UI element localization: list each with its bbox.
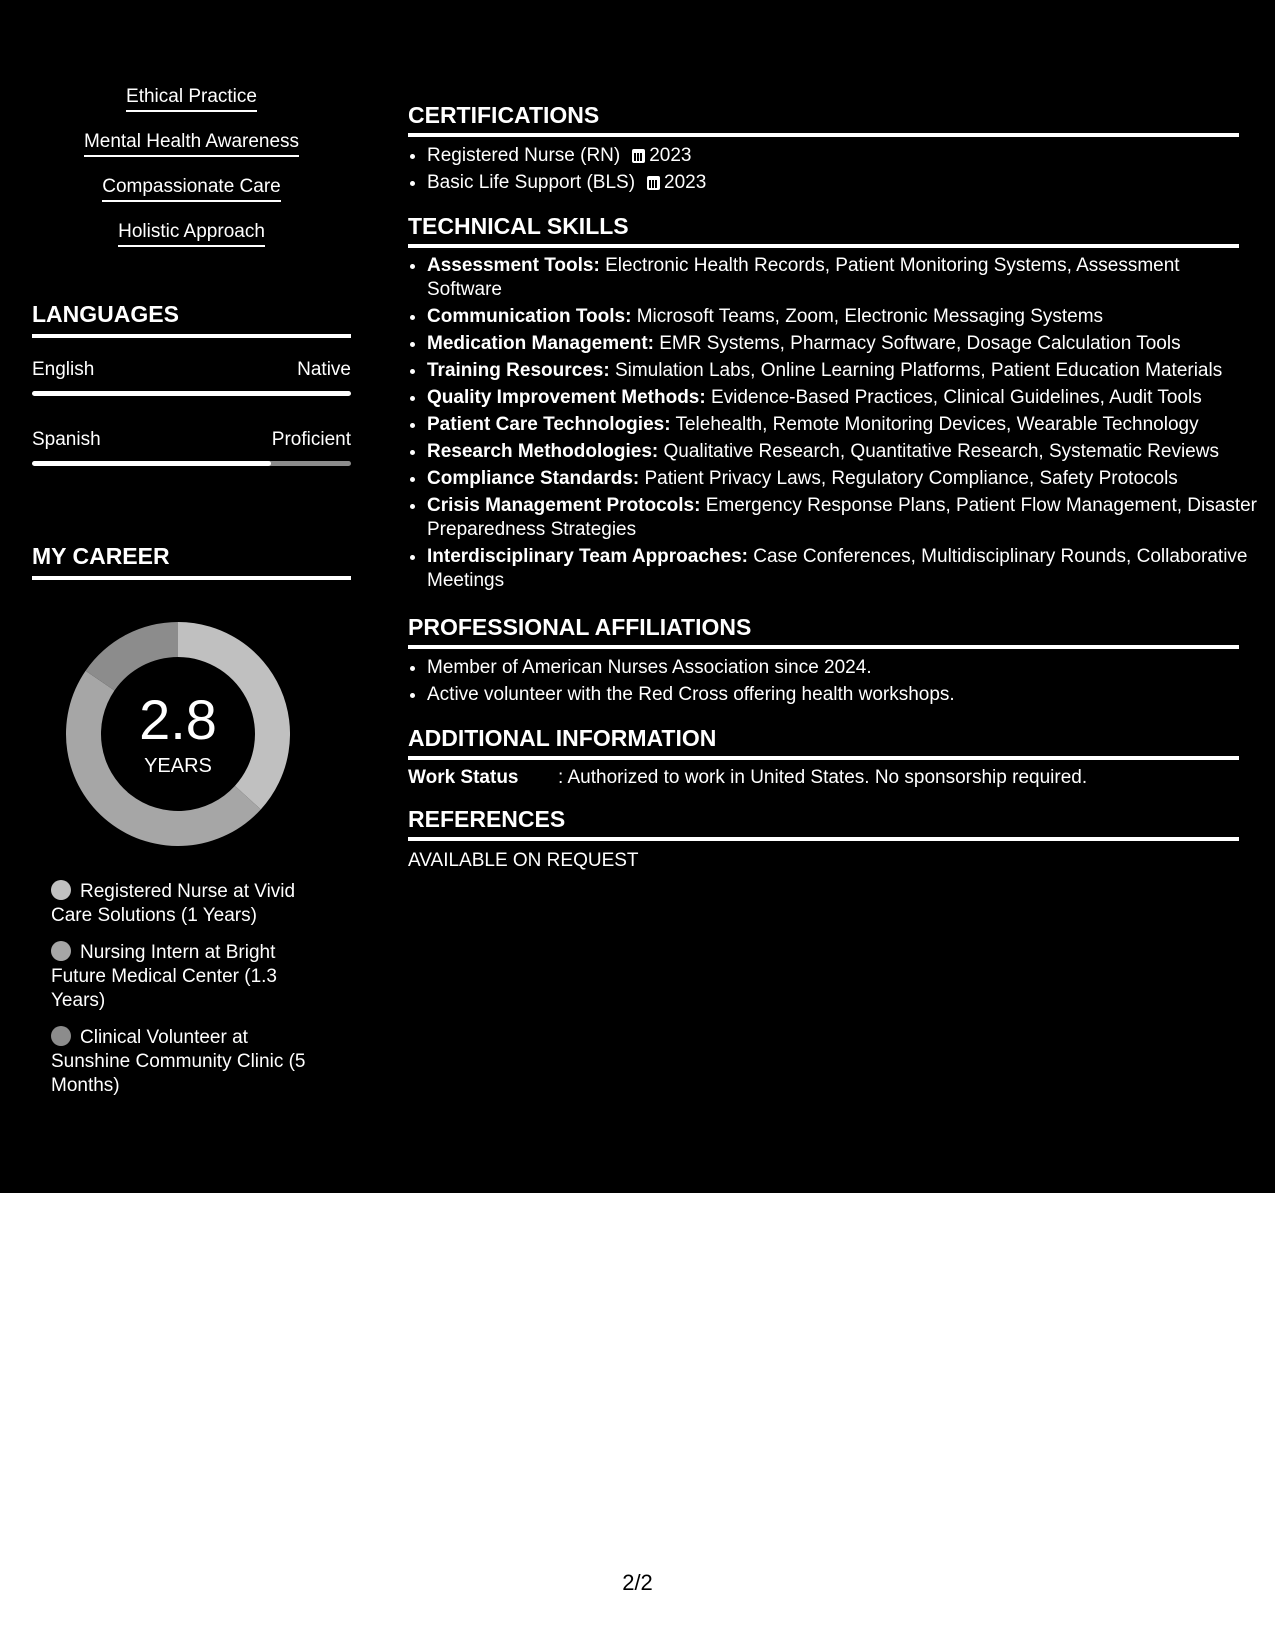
skill-label: Medication Management: [427,333,654,354]
skill-label: Quality Improvement Methods: [427,387,706,408]
skill-text: Patient Privacy Laws, Regulatory Compliance, Safety Protocols [639,468,1178,489]
career-heading: MY CAREER [32,542,351,580]
strengths-list [32,86,351,266]
affiliations-list [408,656,1258,710]
affiliation-item: • Member of American Nurses Association since 2024. [427,656,1258,680]
career-total-unit: YEARS [144,755,212,777]
career-item [51,1026,311,1098]
skill-text: Emergency Response Plans, Patient Flow Management, Disaster Preparedness Strategies [427,495,1257,540]
language-name: Spanish [32,429,101,450]
skill-item [427,494,1258,542]
skill-label: Crisis Management Protocols: [427,495,701,516]
career-total-years: 2.8 [139,688,217,751]
skill-label: Research Methodologies: [427,441,659,462]
work-status-row [408,766,1087,790]
skill-label: Training Resources: [427,360,610,381]
technical-skills-heading: TECHNICAL SKILLS [408,212,1239,248]
skill-text: EMR Systems, Pharmacy Software, Dosage Calculation Tools [653,333,1181,354]
strength-item: Mental Health Awareness [84,131,299,157]
certification-item [427,144,1258,168]
language-proficiency-fill [32,391,351,396]
skill-label: Interdisciplinary Team Approaches: [427,546,748,567]
skill-text: Telehealth, Remote Monitoring Devices, Wearable Technology [670,414,1199,435]
work-status-label: Work Status [408,767,519,788]
skill-item [427,386,1258,410]
skill-item [427,545,1258,593]
affiliations-heading: PROFESSIONAL AFFILIATIONS [408,613,1239,649]
skill-text: Electronic Health Records, Patient Monitoring Systems, Assessment Software [427,255,1180,300]
technical-skills-list [408,254,1258,596]
references-heading: REFERENCES [408,805,1239,841]
certifications-list [408,144,1258,198]
skill-text: Case Conferences, Multidisciplinary Rounds, Collaborative Meetings [427,546,1248,591]
career-legend [51,880,311,1111]
language-name: English [32,359,95,380]
page-number: 2/2 [622,1570,653,1595]
skill-item [427,305,1258,329]
certification-year: 2023 [664,172,707,193]
skill-item [427,413,1258,437]
career-item-text: Clinical Volunteer at Sunshine Community Clinic (5 Months) [51,1027,306,1096]
language-proficiency-bar [32,391,351,396]
skill-item [427,332,1258,356]
career-item-text: Nursing Intern at Bright Future Medical Center (1.3 Years) [51,942,277,1011]
career-donut-chart [66,622,290,846]
skill-label: Assessment Tools: [427,255,600,276]
career-item [51,941,311,1013]
skill-item [427,359,1258,383]
affiliation-item: • Active volunteer with the Red Cross offering health workshops. [427,683,1258,707]
calendar-icon [632,149,645,163]
language-level: Native [297,359,351,380]
languages-heading: LANGUAGES [32,300,351,338]
strength-item: Compassionate Care [102,176,280,202]
skill-text: Simulation Labs, Online Learning Platforms, Patient Education Materials [609,360,1223,381]
skill-label: Compliance Standards: [427,468,640,489]
legend-dot [51,941,71,961]
language-level: Proficient [271,429,351,450]
skill-label: Communication Tools: [427,306,632,327]
certification-year: 2023 [649,145,692,166]
legend-dot [51,1026,71,1046]
strength-item: Ethical Practice [126,86,257,112]
skill-item [427,467,1258,491]
career-item-text: Registered Nurse at Vivid Care Solutions (1 Years) [51,881,296,926]
certification-name: Registered Nurse (RN) [427,145,621,166]
skill-text: Qualitative Research, Quantitative Research, Systematic Reviews [658,441,1219,462]
certifications-heading: CERTIFICATIONS [408,101,1239,137]
skill-text: Microsoft Teams, Zoom, Electronic Messaging Systems [631,306,1104,327]
language-proficiency-fill [32,461,271,466]
certification-item [427,171,1258,195]
references-text: AVAILABLE ON REQUEST [408,850,639,871]
strength-item: Holistic Approach [118,221,265,247]
skill-text: Evidence-Based Practices, Clinical Guidelines, Audit Tools [705,387,1202,408]
work-status-value: : Authorized to work in United States. No sponsorship required. [558,767,1088,788]
career-item [51,880,311,928]
additional-info-heading: ADDITIONAL INFORMATION [408,724,1239,760]
legend-dot [51,880,71,900]
calendar-icon [647,176,660,190]
certification-name: Basic Life Support (BLS) [427,172,636,193]
skill-item [427,254,1258,302]
skill-item [427,440,1258,464]
skill-label: Patient Care Technologies: [427,414,671,435]
language-proficiency-bar [32,461,351,466]
